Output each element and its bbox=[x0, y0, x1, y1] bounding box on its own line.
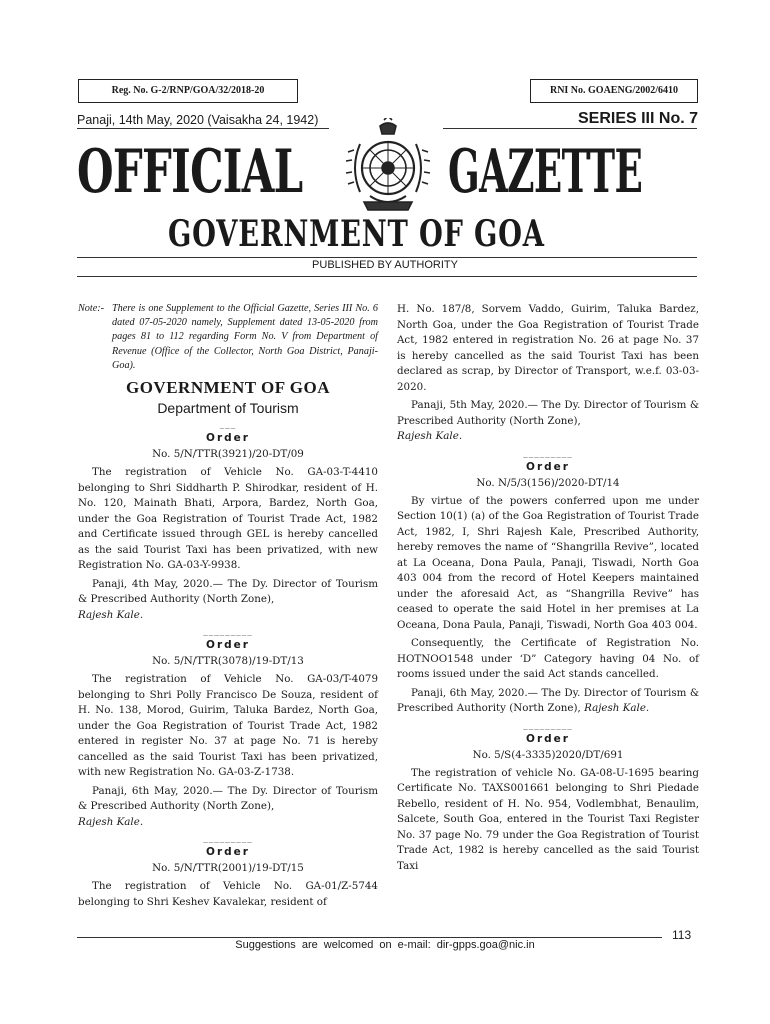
order-body: Consequently, the Certificate of Registration No. HOTNOO1548 under ‘D” Category having 04 No. of rooms issued under the said Act stands cancelled. bbox=[397, 637, 699, 680]
order-number: No. 5/S(4-3335)2020/DT/691 bbox=[472, 748, 624, 761]
masthead-rule-right bbox=[443, 128, 697, 129]
order-body: The registration of Vehicle No. GA-01/Z-5744 belonging to Shri Keshev Kavalekar, resident of bbox=[78, 880, 378, 908]
order-number: No. 5/N/TTR(3921)/20-DT/09 bbox=[152, 448, 304, 461]
separator: _________ bbox=[523, 447, 573, 458]
order-signature: Rajesh Kale. bbox=[397, 430, 463, 442]
note-text: There is one Supplement to the Official Gazette, Series III No. 6 dated 07-05-2020 namely, Supplement dated 13-05-2020 from pages 81 to 112 regarding Form No. V from Department of Revenue (Office of the Collector, North Goa District, Panaji-Goa). bbox=[112, 303, 378, 371]
note-label: Note:- bbox=[78, 303, 105, 314]
order-label: Order bbox=[206, 639, 250, 652]
masthead-rule-left bbox=[77, 128, 329, 129]
rni-number-box: RNI No. GOAENG/2002/6410 bbox=[530, 79, 698, 103]
gazette-title-official: OFFICIAL bbox=[77, 137, 303, 207]
order-closing-text: Panaji, 6th May, 2020.— The Dy. Director of Tourism & Prescribed Authority (North Zone), bbox=[78, 784, 378, 813]
order-body: By virtue of the powers conferred upon me under Section 10(1) (a) of the Goa Registration of Tourist Trade Act, 1982, I, Shri Rajesh Kale, Prescribed Authority, hereby removes the name of “Shangrilla Revive”, located at La Oceana, Dona Paula, Panaji, Tiswadi, North Goa 403 004 from the record of Hotel Keepers maintained under the aforesaid Act, as “Shangrilla Revive” has ceased to operate the said Hotel in her premises at La Oceana, Dona Paula, Panaji, Tiswadi, North Goa 403 004. bbox=[397, 494, 699, 631]
order-closing-text: Panaji, 4th May, 2020.— The Dy. Director of Tourism & Prescribed Authority (North Zone), bbox=[78, 577, 378, 606]
order-closing-text: Panaji, 5th May, 2020.— The Dy. Director of Tourism & Prescribed Authority (North Zone), bbox=[397, 399, 699, 427]
order-body: The registration of Vehicle No. GA-03-T-4410 belonging to Shri Siddharth P. Shirodkar, resident of H. No. 120, Mainath Bhati, Arpora, Bardez, North Goa, under the Goa Registration of Tourist Trade Act, 1982 and Certificate issued through GEL is hereby cancelled as the said Tourist Taxi has been privatized, with new Registration No. GA-03-Y-9938. bbox=[78, 466, 378, 572]
order-signature: Rajesh Kale. bbox=[584, 702, 650, 714]
separator: _________ bbox=[203, 626, 253, 637]
order-closing-text: Panaji, 6th May, 2020.— The Dy. Director of Tourism & Prescribed Authority (North Zone), bbox=[397, 686, 699, 714]
order-number: No. 5/N/TTR(2001)/19-DT/15 bbox=[152, 862, 304, 875]
order-closing bbox=[78, 784, 378, 831]
registration-number-box: Reg. No. G-2/RNP/GOA/32/2018-20 bbox=[78, 79, 298, 103]
issue-date: Panaji, 14th May, 2020 (Vaisakha 24, 1942) bbox=[77, 113, 319, 127]
order-number: No. N/5/3(156)/2020-DT/14 bbox=[476, 476, 620, 489]
footer-rule bbox=[77, 937, 662, 938]
order-number: No. 5/N/TTR(3078)/19-DT/13 bbox=[152, 655, 304, 668]
footer-suggestions: Suggestions are welcomed on e-mail: dir-gpps.goa@nic.in bbox=[235, 939, 535, 951]
order-closing bbox=[397, 686, 699, 717]
government-of-goa-title: GOVERNMENT OF GOA bbox=[168, 213, 545, 255]
separator: _________ bbox=[203, 833, 253, 844]
right-column bbox=[397, 302, 699, 877]
order-signature: Rajesh Kale. bbox=[78, 815, 144, 828]
order-label: Order bbox=[206, 846, 250, 859]
left-column bbox=[78, 302, 378, 913]
page-number: 113 bbox=[672, 928, 692, 942]
separator: ___ bbox=[219, 419, 237, 430]
order-body: The registration of vehicle No. GA-08-U-1695 bearing Certificate No. TAXS001661 belonging to Shri Piedade Rebello, resident of H. No. 954, Vodlembhat, Benaulim, Salcete, South Goa, entered in the Tourist Taxi Register No. 37 page No. 79 under the Goa Registration of Tourist Trade Act, 1982 is hereby cancelled as the said Tourist Taxi bbox=[397, 766, 699, 872]
published-by-authority: PUBLISHED BY AUTHORITY bbox=[312, 259, 458, 271]
department-name: Department of Tourism bbox=[157, 400, 299, 417]
separator: _________ bbox=[523, 719, 573, 730]
order-label: Order bbox=[526, 460, 570, 473]
goa-emblem-icon bbox=[340, 118, 436, 218]
published-rule-bottom bbox=[77, 276, 697, 277]
order-closing bbox=[397, 398, 699, 445]
section-heading: GOVERNMENT OF GOA bbox=[125, 378, 330, 398]
order-body-continued: H. No. 187/8, Sorvem Vaddo, Guirim, Taluka Bardez, North Goa, under the Goa Registration of Tourist Trade Act, 1982 entered in registration No. 26 at page No. 37 is hereby cancelled as the said Tourist Taxi has been declared as scrap, by Director of Transport, w.e.f. 03-03-2020. bbox=[397, 303, 699, 393]
gazette-title-gazette: GAZETTE bbox=[448, 137, 643, 207]
order-closing bbox=[78, 577, 378, 624]
order-body: The registration of Vehicle No. GA-03/T-4079 belonging to Shri Polly Francisco De Souza, resident of H. No. 138, Morod, Guirim, Taluka Bardez, North Goa, under the Goa Registration of Tourist Trade Act, 1982 entered in register No. 37 at page No. 71 is hereby cancelled as the said Tourist Taxi has been privatized, with new Registration No. GA-03-Z-1738. bbox=[78, 673, 378, 779]
series-number: SERIES III No. 7 bbox=[577, 110, 698, 127]
supplement-note bbox=[78, 302, 378, 373]
order-signature: Rajesh Kale. bbox=[78, 608, 144, 621]
order-label: Order bbox=[526, 732, 570, 745]
order-label: Order bbox=[206, 432, 250, 445]
